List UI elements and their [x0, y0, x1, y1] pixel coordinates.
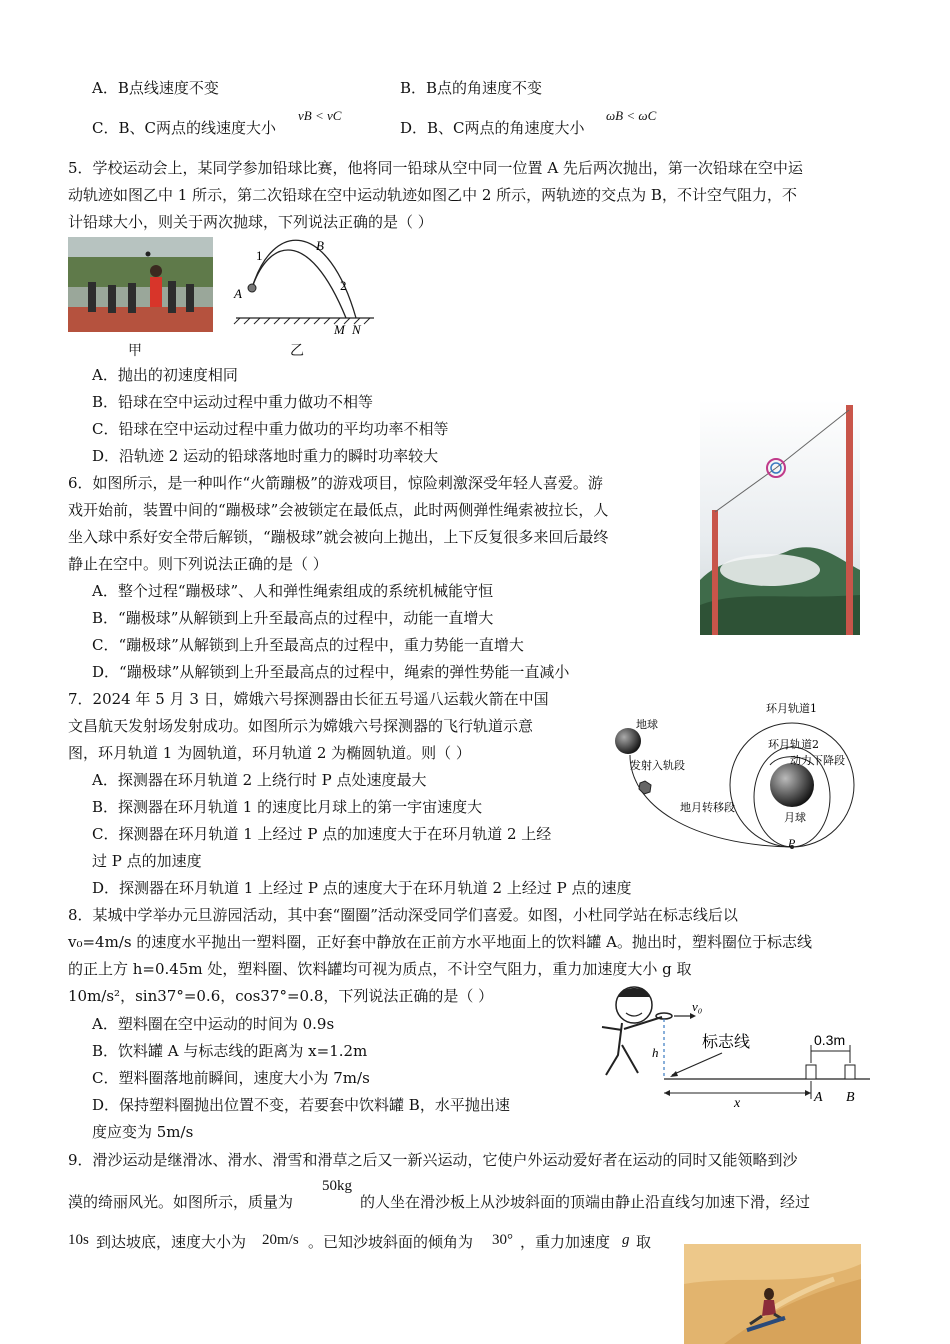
q6-stem-line4: 静止在空中。则下列说法正确的是（ ）: [68, 555, 328, 573]
q5-option-c: C．铅球在空中运动过程中重力做功的平均功率不相等: [92, 420, 449, 438]
q5-option-b: B．铅球在空中运动过程中重力做功不相等: [92, 393, 374, 411]
q8-stem-line4: 10m/s²，sin37°=0.6，cos37°=0.8，下列说法正确的是（ ）: [68, 987, 494, 1005]
ring-label-v0: v₀: [692, 999, 703, 1014]
rocket-bungee-photo: [700, 400, 860, 635]
q7-option-d: D．探测器在环月轨道 1 上经过 P 点的速度大于在环月轨道 2 上经过 P 点的速度: [92, 879, 632, 897]
traj-label-1: 1: [256, 248, 263, 263]
trajectory-diagram: [228, 230, 378, 340]
traj-label-2: 2: [340, 278, 347, 293]
ring-toss-diagram: [592, 985, 872, 1110]
caption-jia: 甲: [128, 343, 142, 359]
orbit-label-orbit1: 环月轨道1: [766, 702, 817, 715]
traj-label-n: N: [352, 322, 361, 337]
ring-label-x: x: [734, 1096, 741, 1110]
sand-sliding-photo: [684, 1244, 861, 1344]
traj-label-m: M: [334, 322, 345, 337]
q7-option-c-line1: C．探测器在环月轨道 1 上经过 P 点的加速度大于在环月轨道 2 上经: [92, 825, 552, 843]
ring-label-mark: 标志线: [702, 1032, 751, 1051]
q6-stem-line3: 坐入球中系好安全带后解锁，“蹦极球”就会被向上抛出，上下反复很多来回后最终: [68, 528, 609, 546]
q5-option-d: D．沿轨迹 2 运动的铅球落地时重力的瞬时功率较大: [92, 447, 439, 465]
orbit-label-descent: 动力下降段: [790, 754, 845, 767]
q8-option-d-line2: 度应变为 5m/s: [92, 1123, 194, 1141]
orbit-label-launch: 发射入轨段: [630, 759, 685, 772]
q9-stem-line3d: 取: [636, 1233, 652, 1251]
traj-label-a: A: [234, 286, 242, 301]
q9-speed: 20m/s: [262, 1232, 299, 1248]
q4-option-a: A．B点线速度不变: [92, 79, 219, 97]
q8-stem-line1: 8．某城中学举办元旦游园活动，其中套“圈圈”活动深受同学们喜爱。如图，小杜同学站在标志线后以: [68, 906, 738, 924]
q8-stem-line3: 的正上方 h=0.45m 处，塑料圈、饮料罐均可视为质点，不计空气阻力，重力加速度大小 g 取: [68, 960, 692, 978]
q9-stem-line3b: 。已知沙坡斜面的倾角为: [308, 1233, 474, 1251]
q9-angle: 30°: [492, 1232, 513, 1248]
q4-option-d: D．B、C两点的角速度大小: [400, 119, 585, 137]
traj-label-b: B: [316, 238, 324, 253]
q7-option-c-line2: 过 P 点的加速度: [92, 852, 202, 870]
q9-stem-line1: 9．滑沙运动是继滑冰、滑水、滑雪和滑草之后又一新兴运动，它使户外运动爱好者在运动的同时又能领略到沙: [68, 1151, 798, 1169]
q6-option-c: C．“蹦极球”从解锁到上升至最高点的过程中，重力势能一直增大: [92, 636, 524, 654]
orbit-label-earth: 地球: [636, 718, 658, 731]
q4-option-c: C．B、C两点的线速度大小: [92, 119, 276, 137]
q6-option-a: A．整个过程“蹦极球”、人和弹性绳索组成的系统机械能守恒: [92, 582, 494, 600]
q5-stem-line1: 5．学校运动会上，某同学参加铅球比赛，他将同一铅球从空中同一位置 A 先后两次抛出，第一次铅球在空中运: [68, 159, 803, 177]
q9-stem-line2b: 的人坐在滑沙板上从沙坡斜面的顶端由静止沿直线匀加速下滑，经过: [360, 1193, 811, 1211]
orbit-label-p: P: [788, 836, 796, 850]
q8-option-b: B．饮料罐 A 与标志线的距离为 x=1.2m: [92, 1042, 368, 1060]
q8-stem-line2: v₀=4m/s 的速度水平抛出一塑料圈，正好套中静放在正前方水平地面上的饮料罐 A。抛出时，塑料圈位于标志线: [68, 933, 812, 951]
q4-option-c-math: vB < vC: [298, 108, 342, 123]
ring-label-b: B: [846, 1090, 855, 1105]
orbit-label-moon: 月球: [784, 811, 806, 824]
q5-option-a: A．抛出的初速度相同: [92, 366, 238, 384]
q7-option-a: A．探测器在环月轨道 2 上绕行时 P 点处速度最大: [92, 771, 427, 789]
ring-label-h: h: [652, 1045, 659, 1060]
q7-stem-line2: 文昌航天发射场发射成功。如图所示为嫦娥六号探测器的飞行轨道示意: [68, 717, 534, 735]
q4-option-b: B．B点的角速度不变: [400, 79, 543, 97]
orbit-label-transfer: 地月转移段: [680, 801, 735, 814]
q9-stem-line3a: 到达坡底，速度大小为: [96, 1233, 247, 1251]
q5-stem-line2: 动轨迹如图乙中 1 所示，第二次铅球在空中运动轨迹如图乙中 2 所示，两轨迹的交点为 B，不计空气阻力，不: [68, 186, 797, 204]
q9-mass: 50kg: [322, 1178, 352, 1194]
shot-put-photo: [68, 237, 213, 332]
ring-label-d: 0.3m: [814, 1032, 846, 1048]
q4-option-d-math: ωB < ωC: [606, 108, 657, 123]
q8-option-d-line1: D．保持塑料圈抛出位置不变，若要套中饮料罐 B，水平抛出速: [92, 1096, 510, 1114]
ring-label-a: A: [814, 1090, 823, 1105]
q9-stem-line3c: ，重力加速度: [520, 1233, 611, 1251]
q9-g: g: [622, 1232, 630, 1248]
q9-stem-line2a: 漠的绮丽风光。如图所示，质量为: [68, 1193, 294, 1211]
q7-stem-line1: 7．2024 年 5 月 3 日，嫦娥六号探测器由长征五号遥八运载火箭在中国: [68, 690, 549, 708]
q6-option-d: D．“蹦极球”从解锁到上升至最高点的过程中，绳索的弹性势能一直减小: [92, 663, 570, 681]
q7-stem-line3: 图，环月轨道 1 为圆轨道，环月轨道 2 为椭圆轨道。则（ ）: [68, 744, 471, 762]
orbit-label-orbit2: 环月轨道2: [768, 738, 819, 751]
q8-option-c: C．塑料圈落地前瞬间，速度大小为 7m/s: [92, 1069, 370, 1087]
caption-yi: 乙: [290, 343, 304, 359]
q5-stem-line3: 计铅球大小，则关于两次抛球，下列说法正确的是（ ）: [68, 213, 433, 231]
q6-stem-line1: 6．如图所示，是一种叫作“火箭蹦极”的游戏项目，惊险刺激深受年轻人喜爱。游: [68, 474, 603, 492]
q8-option-a: A．塑料圈在空中运动的时间为 0.9s: [92, 1015, 335, 1033]
q6-option-b: B．“蹦极球”从解锁到上升至最高点的过程中，动能一直增大: [92, 609, 494, 627]
q6-stem-line2: 戏开始前，装置中间的“蹦极球”会被锁定在最低点，此时两侧弹性绳索被拉长，人: [68, 501, 609, 519]
q9-time: 10s: [68, 1232, 89, 1248]
q7-option-b: B．探测器在环月轨道 1 的速度比月球上的第一宇宙速度大: [92, 798, 483, 816]
chang-e-orbit-diagram: [600, 695, 865, 855]
